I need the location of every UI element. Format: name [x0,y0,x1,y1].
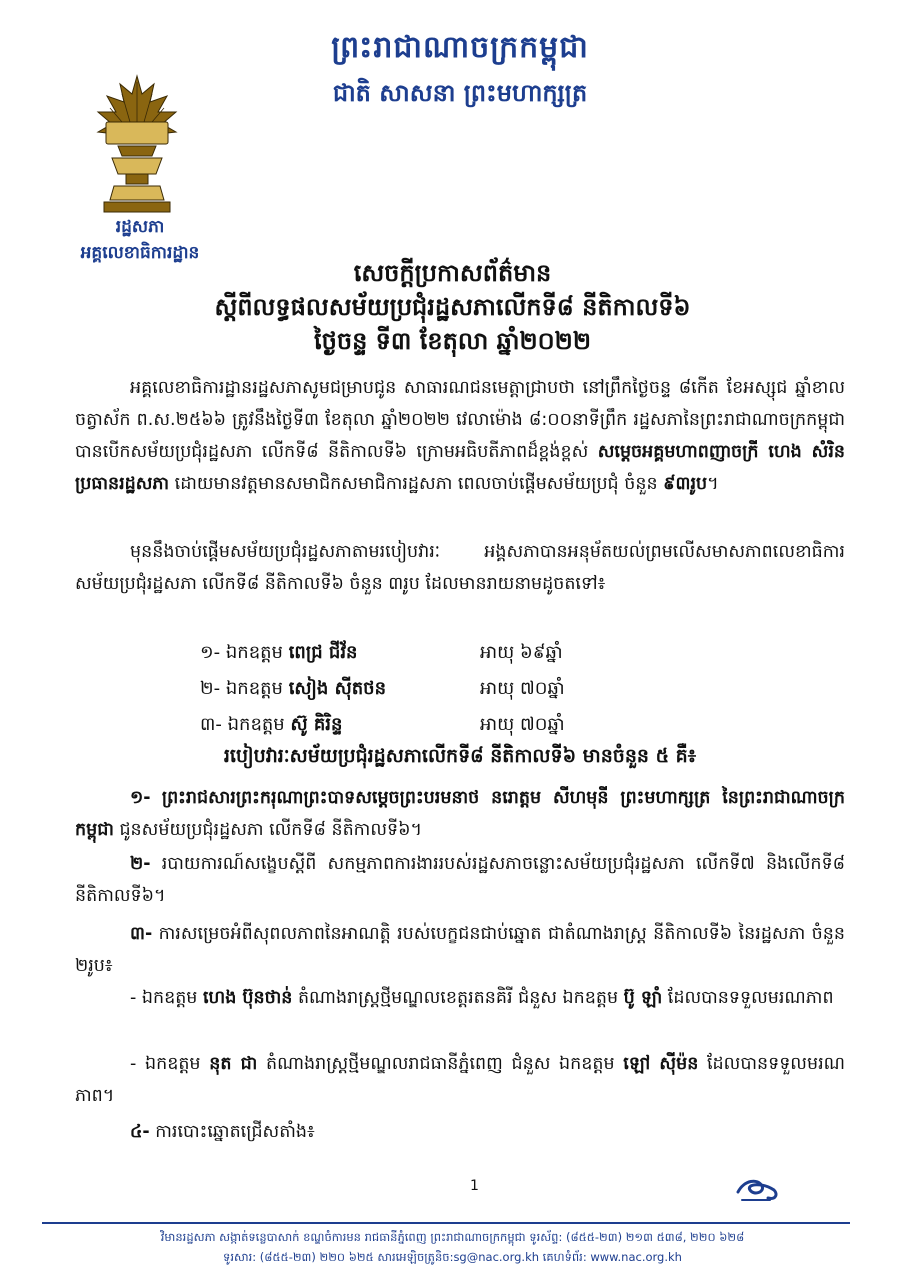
new-member-name: នុត ជា [209,1054,258,1074]
list-item-name: ពេជ្រ ជីវ័ន [288,642,358,663]
paragraph-opening [75,372,845,500]
deceased-member-name: ឡៅ ស៊ីម៉ន [623,1054,699,1074]
agenda-item-1 [75,782,845,846]
list-item-name: ស៊ូ គិរិន្ទ [290,714,343,735]
page-number: 1 [470,1178,479,1194]
president-name: សម្តេចអគ្គមហាពញាចក្រី ហេង សំរិន ប្រធានរដ្ឋសភា [75,442,845,494]
attendance-count: ៩៣រូប [663,474,708,494]
agenda-item-text: ជូនសម័យប្រជុំរដ្ឋសភា លើកទី៨ នីតិកាលទី៦។ [113,820,423,840]
list-item-name: សៀង ស៊ីតថន [288,678,387,699]
list-item-age: អាយុ ៧០ឆ្នាំ [480,714,565,735]
paragraph-secretaries: មុននឹងចាប់ផ្តើមសម័យប្រជុំរដ្ឋសភាតាមរបៀបវារៈ អង្គសភាបានអនុម័តយល់ព្រមលើសមាសភាពលេខាធិការសម័យប្រជុំរដ្ឋសភា លើកទី៨ នីតិកាលទី៦ ចំនួន ៣រូប ដែលមានរាយនាមដូចតទៅ៖ [75,542,845,594]
list-item-age: អាយុ ៦៩ឆ្នាំ [480,642,563,663]
subitem-text: - ឯកឧត្តម [130,988,203,1008]
list-item-age: អាយុ ៧០ឆ្នាំ [480,678,565,699]
national-motto: ជាតិ សាសនា ព្រះមហាក្សត្រ [332,79,588,107]
agenda-subitem-1 [75,982,845,1014]
agenda-item-number: ២- [130,854,151,874]
agenda-item-number: ៣- [130,924,153,944]
agenda-item-text: ការបោះឆ្នោតជ្រើសតាំង៖ [155,1122,315,1142]
list-item-prefix: ៣- ឯកឧត្តម [200,714,285,735]
subitem-text: - ឯកឧត្តម [130,1054,210,1074]
initial-signature-icon [732,1170,782,1208]
subitem-text: ដែលបានទទួលមរណភាព។ [75,1054,845,1106]
agenda-item-number: ១- [130,788,151,808]
agenda-item-text: ការសម្រេចអំពីសុពលភាពនៃអាណត្តិ របស់បេក្ខជនជាប់ឆ្នោត ជាតំណាងរាស្ត្រ នីតិកាលទី៦ នៃរដ្ឋសភា ចំនួន ២រូប៖ [75,924,845,976]
subitem-text: ដែលបានទទួលមរណភាព [662,988,834,1008]
list-item [200,640,357,667]
subitem-text: តំណាងរាស្ត្រថ្មីមណ្ឌលរាជធានីភ្នំពេញ ជំនួស ឯកឧត្តម [257,1054,624,1074]
paragraph-opening-text: អគ្គលេខាធិការដ្ឋានរដ្ឋសភាសូមជម្រាបជូន សាធារណជនមេត្តាជ្រាបថា នៅព្រឹកថ្ងៃចន្ទ ៨កើត ខែអស្សុជ ឆ្នាំខាល ចត្វាស័ក ព.ស.២៥៦៦ ត្រូវនឹងថ្ងៃទី៣ ខែតុលា ឆ្នាំ២០២២ វេលាម៉ោង ៨:០០នាទីព្រឹក រដ្ឋសភានៃព្រះរាជាណាចក្រកម្ពុជា បានបើកសម័យប្រជុំរដ្ឋសភា លើកទី៨ នីតិកាលទី៦ ក្រោមអធិបតីភាពដ៏ខ្ពង់ខ្ពស់ [75,378,845,462]
kingdom-heading: ព្រះរាជាណាចក្រកម្ពុជា [331,30,589,65]
footer-contact: ទូរសារ: (៨៥៥-២៣) ២២០ ៦២៥ សារអេឡិចត្រូនិច:sg@nac.org.kh គេហទំព័រ: www.nac.org.kh [223,1250,682,1264]
deceased-member-name: ប៊ូ ឡាំ [623,988,663,1008]
document-title: សេចក្តីប្រកាសព័ត៌មាន [353,259,552,287]
list-item [200,712,342,739]
document-subtitle: ស្តីពីលទ្ធផលសម័យប្រជុំរដ្ឋសភាលើកទី៨ នីតិកាលទី៦ [214,293,691,321]
footer-divider [42,1222,850,1224]
list-item [200,676,386,703]
document-date: ថ្ងៃចន្ទ ទី៣ ខែតុលា ឆ្នាំ២០២២ [313,327,592,355]
agenda-item-text: របាយការណ៍សង្ខេបស្តីពី សកម្មភាពការងាររបស់រដ្ឋសភាចន្លោះសម័យប្រជុំរដ្ឋសភា លើកទី៧ និងលើកទី៨ នីតិកាលទី៦។ [75,854,845,906]
paragraph-opening-end: ។ [707,474,719,494]
agenda-subitem-2 [75,1048,845,1112]
royal-arms-icon [92,74,182,216]
agenda-item-2 [75,848,845,912]
list-item-prefix: ២- ឯកឧត្តម [200,678,283,699]
new-member-name: ហេង ប៊ុនថាន់ [202,988,293,1008]
list-item-prefix: ១- ឯកឧត្តម [200,642,283,663]
department-line-1: រដ្ឋសភា [115,217,165,237]
agenda-item-number: ៤- [130,1122,150,1142]
paragraph-opening-text-2: ដោយមានវត្តមានសមាជិកសមាជិការដ្ឋសភា ពេលចាប់ផ្តើមសម័យប្រជុំ ចំនួន [169,474,664,494]
department-line-2: អគ្គលេខាធិការដ្ឋាន [80,243,200,263]
royal-message: ព្រះរាជសារព្រះករុណាព្រះបាទសម្តេចព្រះបរមនាថ នរោត្តម សីហមុនី ព្រះមហាក្សត្រ នៃព្រះរាជាណាចក្រកម្ពុជា [75,788,845,840]
agenda-item-4 [75,1116,845,1148]
subitem-text: តំណាងរាស្ត្រថ្មីមណ្ឌលខេត្តរតនគិរី ជំនួស ឯកឧត្តម [292,988,624,1008]
agenda-item-3 [75,918,845,982]
footer-address: វិមានរដ្ឋសភា សង្កាត់ទន្លេបាសាក់ ខណ្ឌចំការមន រាជធានីភ្នំពេញ ព្រះរាជាណាចក្រកម្ពុជា ទូរស័ព្ទ: (៨៥៥-២៣) ២១៣ ៥៣៨, ២២០ ៦២៨ [160,1230,745,1244]
agenda-heading: របៀបវារៈសម័យប្រជុំរដ្ឋសភាលើកទី៨ នីតិកាលទី៦ មានចំនួន ៥ គឺ៖ [223,745,697,767]
